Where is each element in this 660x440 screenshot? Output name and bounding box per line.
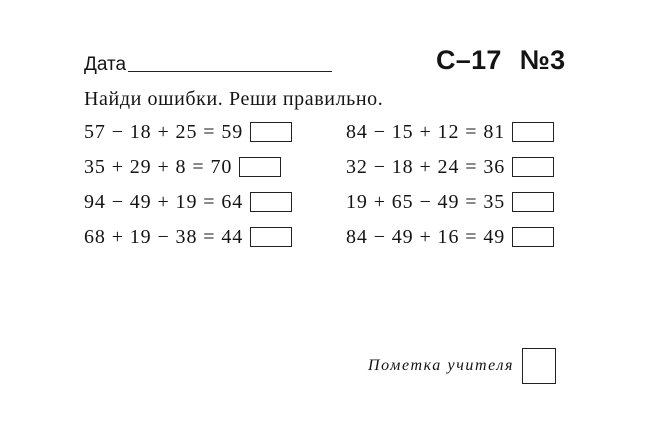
teacher-mark-label: Пометка учителя [368,357,515,374]
equation-row [346,190,554,214]
answer-box[interactable] [250,122,292,142]
date-label: Дата [84,54,127,75]
equation-text: 32 − 18 + 24 = 36 [346,156,506,178]
answer-box[interactable] [512,227,554,247]
equation-row [84,120,292,144]
equation-row [84,190,292,214]
equation-text: 84 − 15 + 12 = 81 [346,121,506,143]
equation-text: 68 + 19 − 38 = 44 [84,226,244,248]
equation-text: 19 + 65 − 49 = 35 [346,191,506,213]
task-instruction: Найди ошибки. Реши правильно. [84,88,384,110]
equation-text: 57 − 18 + 25 = 59 [84,121,244,143]
series-code: С–17 [436,45,502,75]
task-number: №3 [519,45,566,75]
equation-row [346,225,554,249]
answer-box[interactable] [250,192,292,212]
date-field [84,50,332,76]
answer-box[interactable] [512,192,554,212]
date-input-line[interactable] [128,71,332,72]
teacher-mark [368,348,556,384]
equation-text: 35 + 29 + 8 = 70 [84,156,233,178]
answer-box[interactable] [239,157,281,177]
equation-row [84,155,281,179]
worksheet-code [436,44,565,76]
equation-row [346,120,554,144]
teacher-mark-box[interactable] [522,348,556,384]
equation-text: 84 − 49 + 16 = 49 [346,226,506,248]
answer-box[interactable] [512,122,554,142]
equation-text: 94 − 49 + 19 = 64 [84,191,244,213]
answer-box[interactable] [512,157,554,177]
equation-row [346,155,554,179]
equation-row [84,225,292,249]
answer-box[interactable] [250,227,292,247]
